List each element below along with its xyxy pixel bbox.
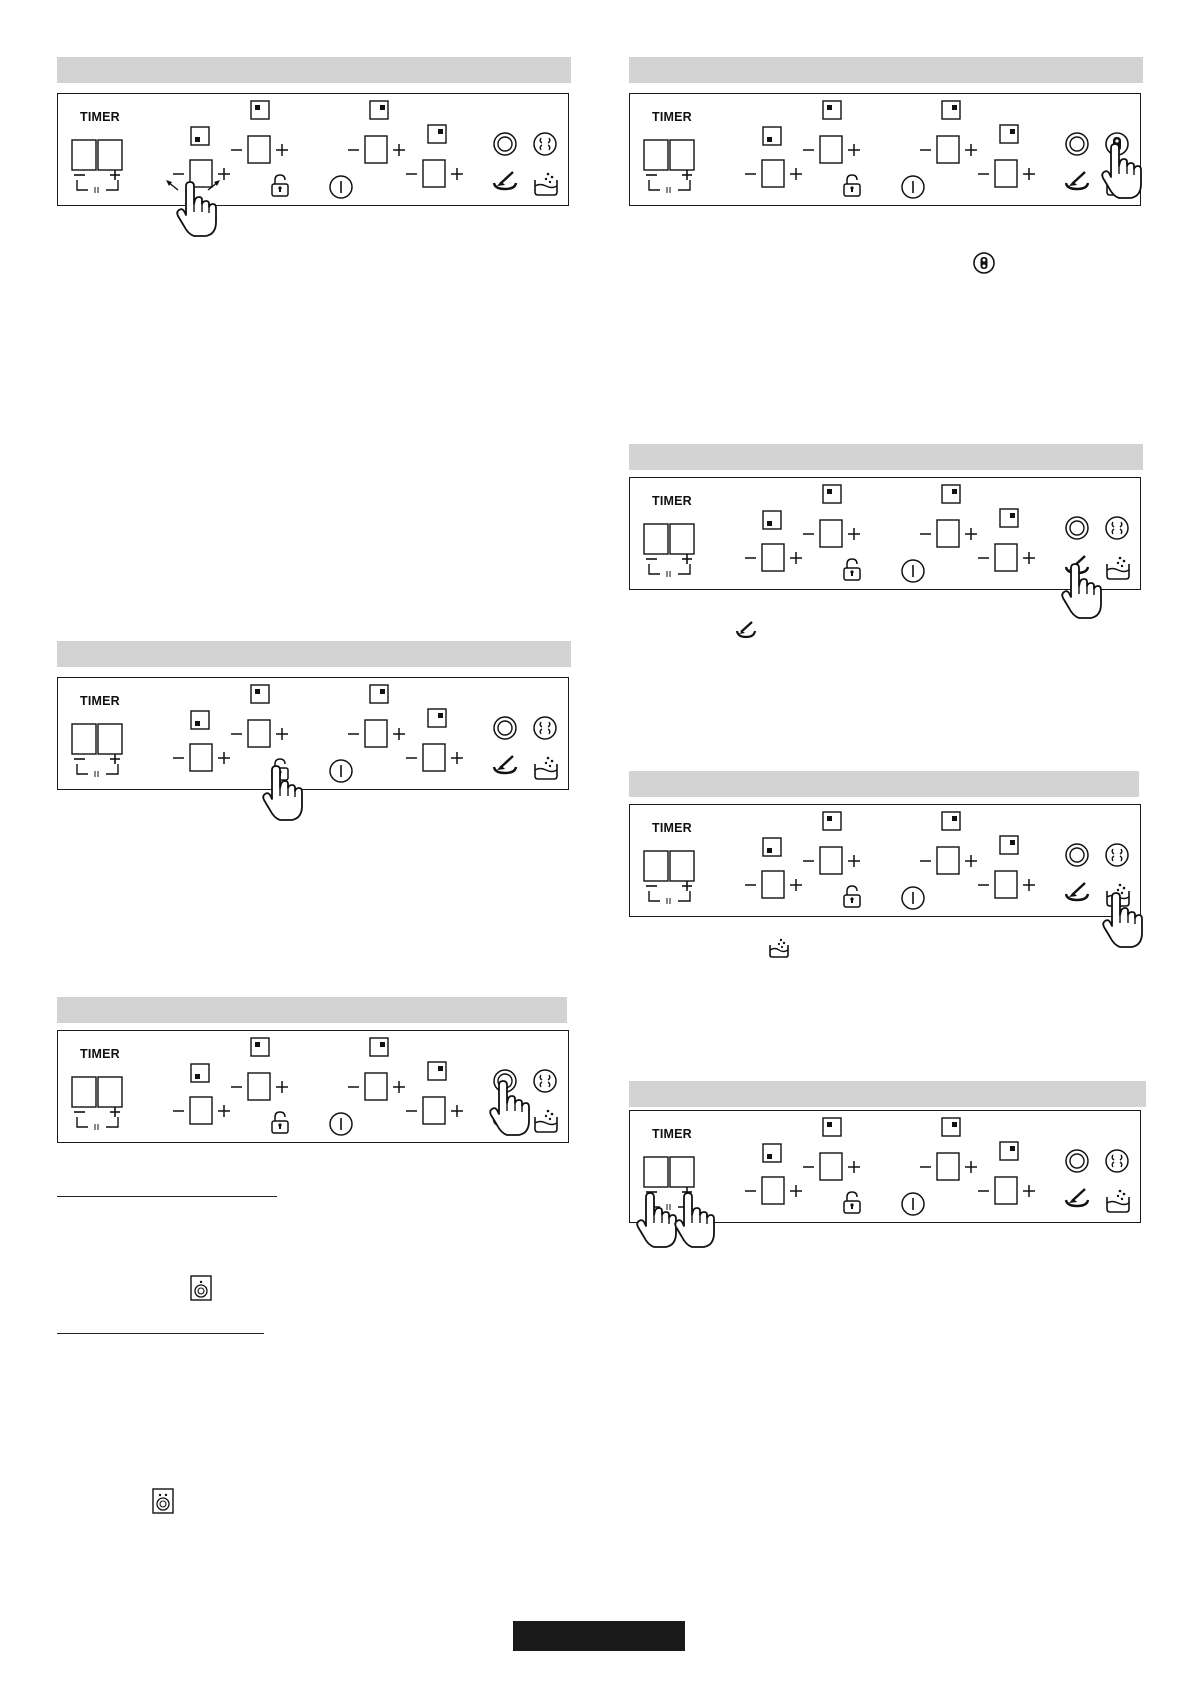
timer-display — [72, 140, 122, 170]
zone-power-control[interactable] — [745, 871, 802, 898]
zone-power-control[interactable] — [173, 744, 230, 771]
zone-indicator-icon — [1000, 836, 1018, 854]
zone-power-control[interactable] — [978, 871, 1035, 898]
zone-indicator-icon — [763, 511, 781, 529]
keep-warm-icon[interactable] — [494, 756, 516, 773]
zone-power-control[interactable] — [920, 520, 977, 547]
page-number-bar — [513, 1621, 685, 1651]
zone-indicator-icon — [823, 485, 841, 503]
boost-icon[interactable] — [1066, 517, 1088, 539]
zone-power-control[interactable] — [406, 744, 463, 771]
keep-warm-icon — [734, 620, 758, 645]
pointing-hand-icon — [637, 1193, 676, 1247]
zone-power-control[interactable] — [920, 1153, 977, 1180]
zone-power-control[interactable] — [173, 1097, 230, 1124]
control-panel — [57, 93, 569, 206]
timer-bracket — [649, 180, 690, 193]
power-icon[interactable] — [902, 560, 924, 582]
pointing-hand-icon — [177, 182, 216, 236]
melt-icon[interactable] — [1107, 1190, 1129, 1212]
lock-icon[interactable] — [844, 1192, 860, 1213]
control-panel — [629, 93, 1141, 206]
timer-display — [72, 1077, 122, 1107]
zone-power-control[interactable] — [803, 847, 860, 874]
timer-label: TIMER — [80, 110, 120, 124]
lock-icon[interactable] — [272, 175, 288, 196]
double-zone-icon — [973, 252, 995, 279]
zone-indicator-icon — [763, 127, 781, 145]
timer-label: TIMER — [652, 494, 692, 508]
keep-warm-icon[interactable] — [1066, 1189, 1088, 1206]
melt-icon[interactable] — [535, 1110, 557, 1132]
zone-power-control[interactable] — [406, 160, 463, 187]
zone-indicator-icon — [428, 709, 446, 727]
timer-bracket — [649, 564, 690, 577]
timer-label: TIMER — [80, 694, 120, 708]
double-zone-icon[interactable] — [1106, 844, 1128, 866]
double-zone-icon[interactable] — [534, 1070, 556, 1092]
zone-indicator-icon — [1000, 509, 1018, 527]
power-icon[interactable] — [330, 176, 352, 198]
double-zone-icon[interactable] — [1106, 517, 1128, 539]
timer-display — [72, 724, 122, 754]
zone-power-control[interactable] — [231, 720, 288, 747]
zone-indicator-icon — [823, 1118, 841, 1136]
zone-indicator-icon — [191, 711, 209, 729]
boost-icon[interactable] — [494, 133, 516, 155]
keep-warm-icon[interactable] — [1066, 172, 1088, 189]
pointing-hand-icon — [1103, 893, 1142, 947]
boost-icon[interactable] — [1066, 844, 1088, 866]
power-icon[interactable] — [902, 887, 924, 909]
timer-bracket — [77, 180, 118, 193]
control-panel — [57, 677, 569, 790]
timer-display — [644, 1157, 694, 1187]
lock-icon[interactable] — [844, 559, 860, 580]
timer-bracket — [77, 1117, 118, 1130]
power-icon[interactable] — [330, 1113, 352, 1135]
zone-power-control[interactable] — [920, 136, 977, 163]
zone-indicator-icon — [763, 838, 781, 856]
zone-indicator-icon — [191, 127, 209, 145]
zone-indicator-icon — [370, 101, 388, 119]
zone-power-control[interactable] — [803, 1153, 860, 1180]
zone-indicator-icon — [763, 1144, 781, 1162]
control-panel — [629, 477, 1141, 590]
zone-indicator-icon — [1000, 1142, 1018, 1160]
timer-plus-button[interactable] — [110, 754, 120, 764]
timer-bracket — [649, 891, 690, 904]
lock-icon[interactable] — [844, 886, 860, 907]
double-zone-icon[interactable] — [1106, 1150, 1128, 1172]
control-panel — [57, 1030, 569, 1143]
power-icon[interactable] — [330, 760, 352, 782]
keep-warm-icon[interactable] — [1066, 883, 1088, 900]
section-header-bar — [57, 997, 567, 1023]
zone-power-control[interactable] — [231, 136, 288, 163]
boost-icon[interactable] — [494, 717, 516, 739]
zone-indicator-icon — [251, 101, 269, 119]
lock-icon[interactable] — [272, 1112, 288, 1133]
zone-indicator-icon — [942, 1118, 960, 1136]
section-header-bar — [57, 641, 571, 667]
zone-power-control[interactable] — [231, 1073, 288, 1100]
lock-icon[interactable] — [844, 175, 860, 196]
melt-icon[interactable] — [1107, 557, 1129, 579]
section-header-bar — [629, 57, 1143, 83]
timer-plus-button[interactable] — [682, 170, 692, 180]
zone-indicator-icon — [191, 1064, 209, 1082]
double-zone-icon[interactable] — [534, 717, 556, 739]
zone-power-control[interactable] — [348, 1073, 405, 1100]
timer-plus-button[interactable] — [682, 554, 692, 564]
underline-rule — [57, 1196, 277, 1197]
timer-display — [644, 140, 694, 170]
zone-power-control[interactable] — [978, 544, 1035, 571]
melt-icon — [767, 937, 791, 964]
zone-indicator-icon — [823, 101, 841, 119]
zone-power-control[interactable] — [745, 1177, 802, 1204]
timer-label: TIMER — [652, 1127, 692, 1141]
zone-power-control[interactable] — [348, 136, 405, 163]
timer-label: TIMER — [652, 110, 692, 124]
timer-display — [644, 851, 694, 881]
power-icon[interactable] — [902, 1193, 924, 1215]
boost-icon[interactable] — [1066, 1150, 1088, 1172]
underline-rule — [57, 1333, 264, 1334]
zone-indicator-icon — [942, 485, 960, 503]
timer-plus-button[interactable] — [682, 881, 692, 891]
zone-power-control[interactable] — [173, 160, 230, 187]
double-hob-icon — [152, 1488, 174, 1519]
boost-icon[interactable] — [1066, 133, 1088, 155]
zone-power-control[interactable] — [745, 160, 802, 187]
single-hob-icon — [190, 1275, 212, 1306]
timer-label: TIMER — [80, 1047, 120, 1061]
keep-warm-icon[interactable] — [494, 172, 516, 189]
timer-plus-button[interactable] — [110, 170, 120, 180]
zone-power-control[interactable] — [920, 847, 977, 874]
timer-display — [644, 524, 694, 554]
timer-plus-button[interactable] — [110, 1107, 120, 1117]
double-zone-icon[interactable] — [534, 133, 556, 155]
zone-indicator-icon — [428, 125, 446, 143]
zone-power-control[interactable] — [803, 136, 860, 163]
power-icon[interactable] — [902, 176, 924, 198]
zone-indicator-icon — [942, 101, 960, 119]
section-header-bar — [57, 57, 571, 83]
zone-indicator-icon — [1000, 125, 1018, 143]
pointing-hand-icon — [675, 1193, 714, 1247]
timer-label: TIMER — [652, 821, 692, 835]
section-header-bar — [629, 771, 1139, 797]
zone-indicator-icon — [251, 685, 269, 703]
zone-power-control[interactable] — [978, 1177, 1035, 1204]
zone-power-control[interactable] — [348, 720, 405, 747]
timer-bracket — [77, 764, 118, 777]
zone-power-control[interactable] — [803, 520, 860, 547]
zone-power-control[interactable] — [745, 544, 802, 571]
section-header-bar — [629, 1081, 1146, 1107]
zone-indicator-icon — [428, 1062, 446, 1080]
control-panel — [629, 1110, 1141, 1223]
control-panel — [629, 804, 1141, 917]
zone-power-control[interactable] — [978, 160, 1035, 187]
melt-icon[interactable] — [535, 173, 557, 195]
melt-icon[interactable] — [535, 757, 557, 779]
zone-indicator-icon — [942, 812, 960, 830]
zone-indicator-icon — [370, 1038, 388, 1056]
section-header-bar — [629, 444, 1143, 470]
zone-power-control[interactable] — [406, 1097, 463, 1124]
zone-indicator-icon — [370, 685, 388, 703]
zone-indicator-icon — [823, 812, 841, 830]
zone-indicator-icon — [251, 1038, 269, 1056]
